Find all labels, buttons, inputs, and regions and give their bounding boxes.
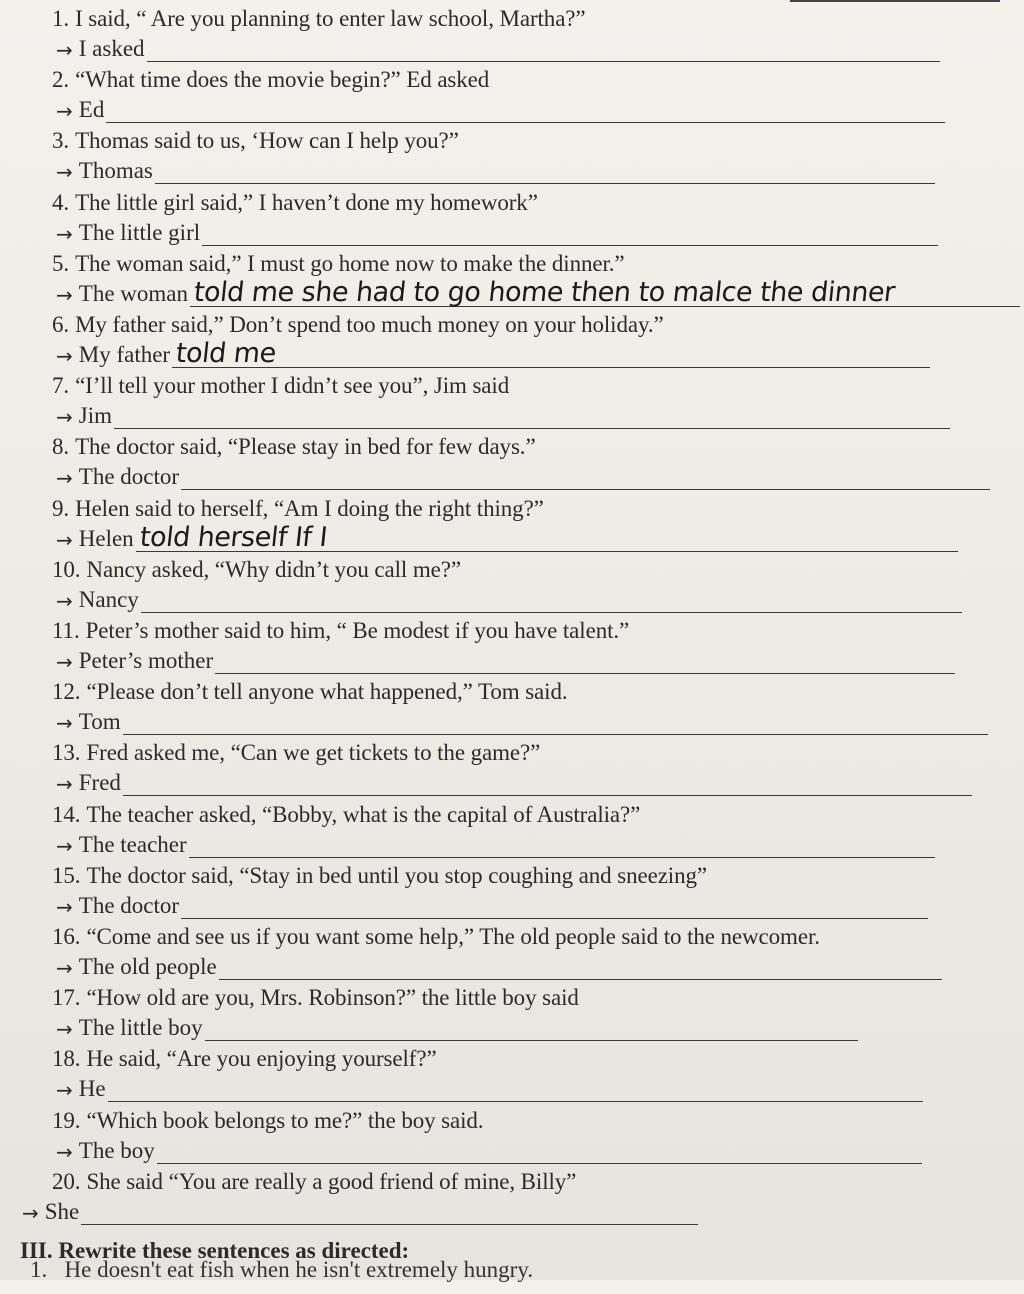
exercise-item [0, 1106, 1024, 1167]
question-text [52, 6, 586, 32]
question-number: 19. [52, 1107, 81, 1133]
cutoff-next-line: 1. He doesn't eat fish when he isn't extremely hungry. [30, 1257, 534, 1282]
answer-lead: The doctor [78, 892, 180, 918]
answer-blank[interactable] [114, 428, 950, 429]
answer-line [56, 36, 145, 62]
question-number: 11. [52, 618, 80, 643]
answer-lead: Nancy [78, 586, 139, 612]
question-number: 12. [52, 679, 81, 705]
answer-blank[interactable] [123, 734, 988, 735]
answer-line [56, 158, 153, 184]
arrow-icon: → [56, 466, 73, 491]
question-number: 8. [52, 434, 70, 460]
arrow-icon: → [56, 405, 73, 430]
answer-lead: She [44, 1198, 80, 1224]
question-text [52, 1169, 576, 1195]
arrow-icon: → [56, 650, 73, 674]
answer-line [56, 832, 187, 858]
arrow-icon: → [56, 527, 73, 552]
answer-blank[interactable] [147, 61, 940, 62]
question-sentence: “I’ll tell your mother I didn’t see you”, Jim said [75, 373, 510, 399]
question-text [52, 373, 509, 399]
question-number: 15. [52, 862, 81, 888]
question-text [52, 740, 540, 766]
question-sentence: My father said,” Don’t spend too much money on your holiday.” [75, 312, 664, 337]
exercise-item [0, 983, 1024, 1044]
question-sentence: The doctor said, “Please stay in bed for few days.” [75, 434, 536, 460]
arrow-icon: → [56, 1078, 73, 1103]
answer-blank[interactable] [157, 1163, 922, 1164]
question-number: 10. [52, 556, 81, 582]
answer-line [56, 587, 139, 613]
exercise-item [0, 126, 1024, 187]
question-sentence: “Please don’t tell anyone what happened,” Tom said. [86, 679, 568, 705]
question-number: 1. [52, 6, 70, 31]
answer-lead: The little girl [78, 219, 201, 245]
answer-lead: Thomas [78, 158, 153, 184]
arrow-icon: → [56, 833, 73, 858]
answer-blank[interactable] [205, 1040, 858, 1041]
question-sentence: Helen said to herself, “Am I doing the right thing?” [75, 495, 544, 521]
handwritten-answer: told herself If I [138, 521, 329, 553]
exercise-item [0, 922, 1024, 983]
question-text [52, 128, 459, 154]
question-text [52, 863, 707, 889]
answer-lead: Jim [78, 403, 112, 429]
exercise-item [0, 861, 1024, 922]
question-number: 13. [52, 740, 81, 766]
answer-line [56, 893, 179, 919]
question-text [52, 67, 489, 93]
answer-line [56, 97, 104, 123]
question-sentence: “What time does the movie begin?” Ed asked [75, 67, 490, 93]
answer-blank[interactable] [106, 122, 945, 123]
question-number: 16. [52, 924, 81, 949]
answer-line [56, 1138, 155, 1164]
answer-blank[interactable] [215, 673, 955, 674]
answer-line [56, 526, 134, 552]
answer-line [56, 709, 121, 735]
answer-lead: The woman [78, 280, 188, 306]
exercise-item [0, 738, 1024, 799]
question-text [52, 496, 544, 522]
question-number: 14. [52, 801, 81, 827]
question-text [52, 557, 461, 583]
handwritten-answer: told me she had to go home then to malce the dinner [192, 276, 897, 308]
answer-line [56, 464, 179, 490]
question-sentence: The teacher asked, “Bobby, what is the capital of Australia?” [86, 801, 641, 827]
answer-line [22, 1199, 79, 1225]
exercise-item [0, 616, 1024, 677]
question-number: 2. [52, 67, 70, 93]
exercise-item [0, 371, 1024, 432]
exercise-item [0, 310, 1024, 371]
arrow-icon: → [56, 282, 73, 307]
section-heading: III. Rewrite these sentences as directed: [20, 1238, 410, 1263]
question-sentence: The woman said,” I must go home now to make the dinner.” [75, 250, 625, 276]
question-number: 17. [52, 985, 81, 1011]
answer-blank[interactable] [108, 1101, 923, 1102]
question-sentence: Nancy asked, “Why didn’t you call me?” [86, 556, 461, 582]
answer-lead: The little boy [78, 1015, 203, 1041]
answer-blank[interactable] [181, 489, 990, 490]
answer-line [56, 220, 200, 246]
arrow-icon: → [56, 711, 73, 736]
arrow-icon: → [56, 344, 73, 368]
question-text [52, 985, 579, 1011]
answer-lead: Helen [78, 525, 134, 551]
exercise-item [0, 432, 1024, 493]
exercise-item [0, 1167, 1024, 1228]
question-number: 20. [52, 1168, 81, 1194]
question-text [52, 1046, 437, 1072]
question-sentence: “How old are you, Mrs. Robinson?” the little boy said [86, 985, 579, 1011]
exercise-item [0, 249, 1024, 310]
exercise-item [0, 1044, 1024, 1105]
top-rule [790, 0, 1000, 2]
answer-blank[interactable] [172, 367, 930, 368]
question-text [52, 924, 820, 950]
exercise-item [0, 65, 1024, 126]
exercise-item [0, 555, 1024, 616]
arrow-icon: → [56, 894, 73, 919]
arrow-icon: → [56, 1139, 73, 1164]
answer-lead: He [78, 1076, 106, 1102]
answer-blank[interactable] [181, 918, 928, 919]
question-sentence: “Which book belongs to me?” the boy said. [86, 1107, 484, 1133]
arrow-icon: → [56, 160, 73, 185]
question-sentence: He said, “Are you enjoying yourself?” [86, 1046, 437, 1072]
question-number: 4. [52, 189, 70, 215]
arrow-icon: → [56, 588, 73, 613]
answer-blank[interactable] [123, 795, 972, 796]
exercise-item [0, 800, 1024, 861]
answer-lead: Peter’s mother [78, 648, 214, 673]
question-sentence: Fred asked me, “Can we get tickets to the game?” [86, 740, 541, 766]
question-sentence: Thomas said to us, ‘How can I help you?” [75, 128, 459, 154]
answer-lead: Ed [78, 97, 105, 123]
exercise-item [0, 188, 1024, 249]
arrow-icon: → [56, 221, 73, 246]
question-text [52, 251, 625, 277]
exercise-item [0, 677, 1024, 738]
arrow-icon: → [56, 956, 73, 980]
answer-line [56, 954, 217, 980]
answer-lead: Fred [78, 770, 121, 796]
question-number: 7. [52, 373, 70, 399]
answer-lead: The boy [78, 1137, 155, 1163]
arrow-icon: → [56, 38, 73, 62]
question-sentence: The little girl said,” I haven’t done my homework” [75, 189, 538, 215]
question-number: 18. [52, 1046, 81, 1072]
arrow-icon: → [22, 1200, 39, 1225]
exercise-item [0, 494, 1024, 555]
question-sentence: Peter’s mother said to him, “ Be modest if you have talent.” [85, 618, 630, 643]
question-text [52, 679, 568, 705]
arrow-icon: → [56, 772, 73, 797]
answer-lead: The old people [78, 954, 217, 979]
answer-blank[interactable] [155, 183, 935, 184]
answer-line [56, 403, 112, 429]
answer-blank[interactable] [81, 1224, 698, 1225]
question-text [52, 1108, 483, 1134]
question-text [52, 312, 664, 338]
question-sentence: I said, “ Are you planning to enter law school, Martha?” [75, 6, 586, 31]
question-number: 6. [52, 312, 70, 337]
answer-lead: Tom [78, 709, 121, 735]
question-text [52, 802, 640, 828]
question-text [52, 190, 538, 216]
answer-line [56, 770, 121, 796]
question-number: 9. [52, 495, 70, 521]
question-text [52, 618, 629, 644]
answer-line [56, 281, 188, 307]
handwritten-answer: told me [174, 338, 278, 369]
question-sentence: She said “You are really a good friend of mine, Billy” [86, 1168, 577, 1194]
question-sentence: “Come and see us if you want some help,” The old people said to the newcomer. [86, 924, 820, 949]
answer-line [56, 1015, 203, 1041]
question-text [52, 434, 536, 460]
question-number: 5. [52, 250, 70, 276]
answer-blank[interactable] [219, 979, 942, 980]
answer-lead: I asked [78, 36, 145, 61]
answer-blank[interactable] [189, 857, 935, 858]
arrow-icon: → [56, 99, 73, 124]
answer-lead: My father [78, 342, 171, 367]
question-sentence: The doctor said, “Stay in bed until you stop coughing and sneezing” [86, 862, 708, 888]
question-number: 3. [52, 128, 70, 154]
answer-blank[interactable] [141, 612, 962, 613]
answer-blank[interactable] [202, 245, 938, 246]
exercise-item [0, 4, 1024, 65]
answer-lead: The teacher [78, 831, 187, 857]
answer-line [56, 648, 213, 674]
answer-line [56, 1076, 106, 1102]
answer-lead: The doctor [78, 464, 180, 490]
arrow-icon: → [56, 1017, 73, 1042]
answer-line [56, 342, 170, 368]
